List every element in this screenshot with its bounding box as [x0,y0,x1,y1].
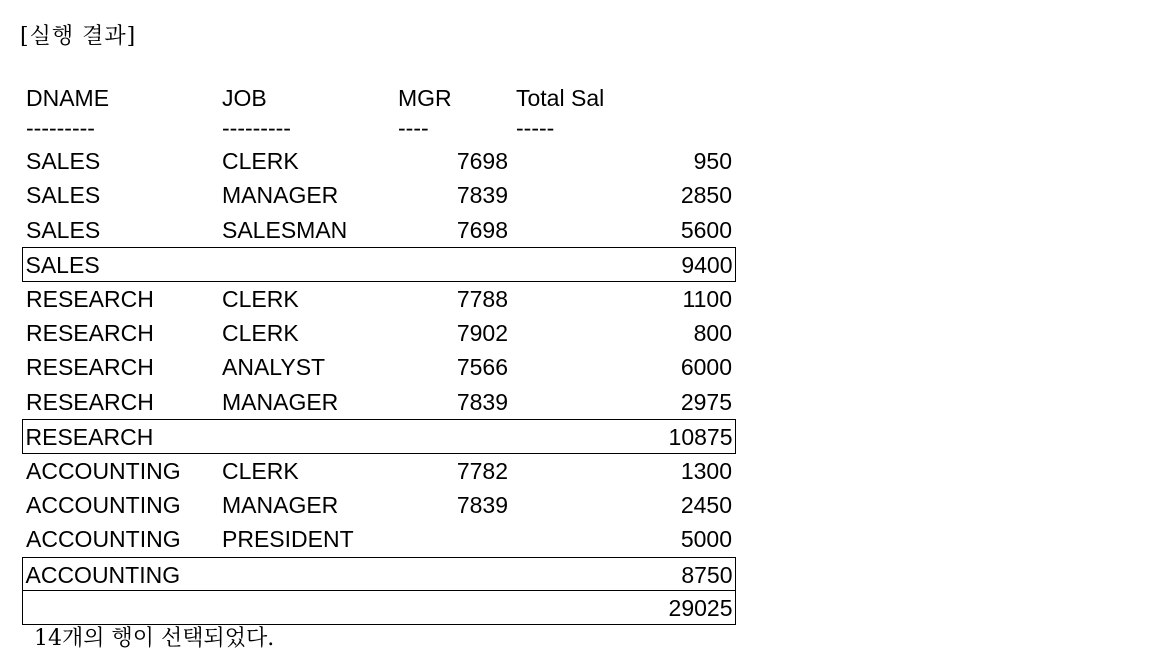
separator-dname: --------- [26,115,95,141]
cell-total-sal: 2450 [680,491,732,518]
cell-total-sal: 2975 [680,388,732,415]
cell-total-sal: 9400 [681,252,733,279]
cell-job: CLERK [222,457,299,484]
result-heading: [실행 결과] [20,24,137,49]
subtotal-row [22,557,736,591]
cell-total-sal: 2850 [680,182,732,209]
result-rows [22,144,736,625]
cell-total-sal: 5000 [680,526,732,553]
cell-mgr: 7839 [456,388,508,415]
cell-dname: ACCOUNTING [26,526,181,553]
cell-mgr: 7902 [456,319,508,346]
table-row [22,454,736,488]
column-header-row [22,80,736,116]
grand-total-row [22,591,736,625]
subtotal-row [22,419,736,453]
table-row [22,350,736,384]
cell-dname: RESEARCH [26,388,154,415]
column-header-mgr: MGR [398,85,452,111]
table-row [22,316,736,350]
cell-dname: ACCOUNTING [25,561,181,588]
cell-dname: RESEARCH [26,285,154,312]
rows-selected-message: 14개의 행이 선택되었다. [34,626,275,651]
cell-mgr: 7566 [456,354,508,381]
cell-dname: SALES [26,182,101,209]
cell-dname: SALES [25,252,100,279]
cell-job: CLERK [222,285,299,312]
subtotal-row [22,247,736,281]
cell-job: MANAGER [222,182,339,209]
column-header-dname: DNAME [26,85,110,111]
column-header-total-sal: Total Sal [516,85,605,111]
cell-mgr: 7698 [456,216,508,243]
cell-mgr: 7788 [456,285,508,312]
cell-total-sal: 1100 [682,285,732,312]
cell-mgr: 7782 [456,457,508,484]
cell-job: CLERK [222,148,299,174]
cell-mgr: 7698 [456,148,508,174]
cell-total-sal: 29025 [668,595,733,622]
cell-dname: SALES [26,216,101,243]
cell-total-sal: 800 [693,319,732,346]
cell-job: MANAGER [222,491,339,518]
separator-mgr: ---- [398,115,429,141]
table-row [22,488,736,522]
table-row [22,144,736,178]
cell-total-sal: 8750 [681,561,733,588]
separator-row [22,116,736,144]
cell-job: MANAGER [222,388,339,415]
cell-dname: RESEARCH [26,354,154,381]
cell-mgr: 7839 [456,491,508,518]
table-row [22,385,736,419]
cell-job: CLERK [222,319,299,346]
cell-dname: RESEARCH [26,319,154,346]
cell-dname: SALES [26,148,101,174]
cell-dname: RESEARCH [25,424,154,451]
cell-total-sal: 950 [693,148,732,174]
table-row [22,178,736,212]
query-result-table [22,80,736,625]
table-row [22,282,736,316]
cell-total-sal: 6000 [680,354,732,381]
cell-dname: ACCOUNTING [26,491,181,518]
table-row [22,213,736,247]
cell-job: PRESIDENT [222,526,354,553]
separator-job: --------- [222,115,291,141]
cell-total-sal: 5600 [680,216,732,243]
cell-total-sal: 1300 [680,457,732,484]
table-row [22,522,736,556]
cell-mgr: 7839 [456,182,508,209]
cell-job: ANALYST [222,354,326,381]
column-header-job: JOB [222,85,267,111]
cell-total-sal: 10875 [668,424,733,451]
separator-total-sal: ----- [516,115,555,141]
cell-dname: ACCOUNTING [26,457,181,484]
cell-job: SALESMAN [222,216,348,243]
